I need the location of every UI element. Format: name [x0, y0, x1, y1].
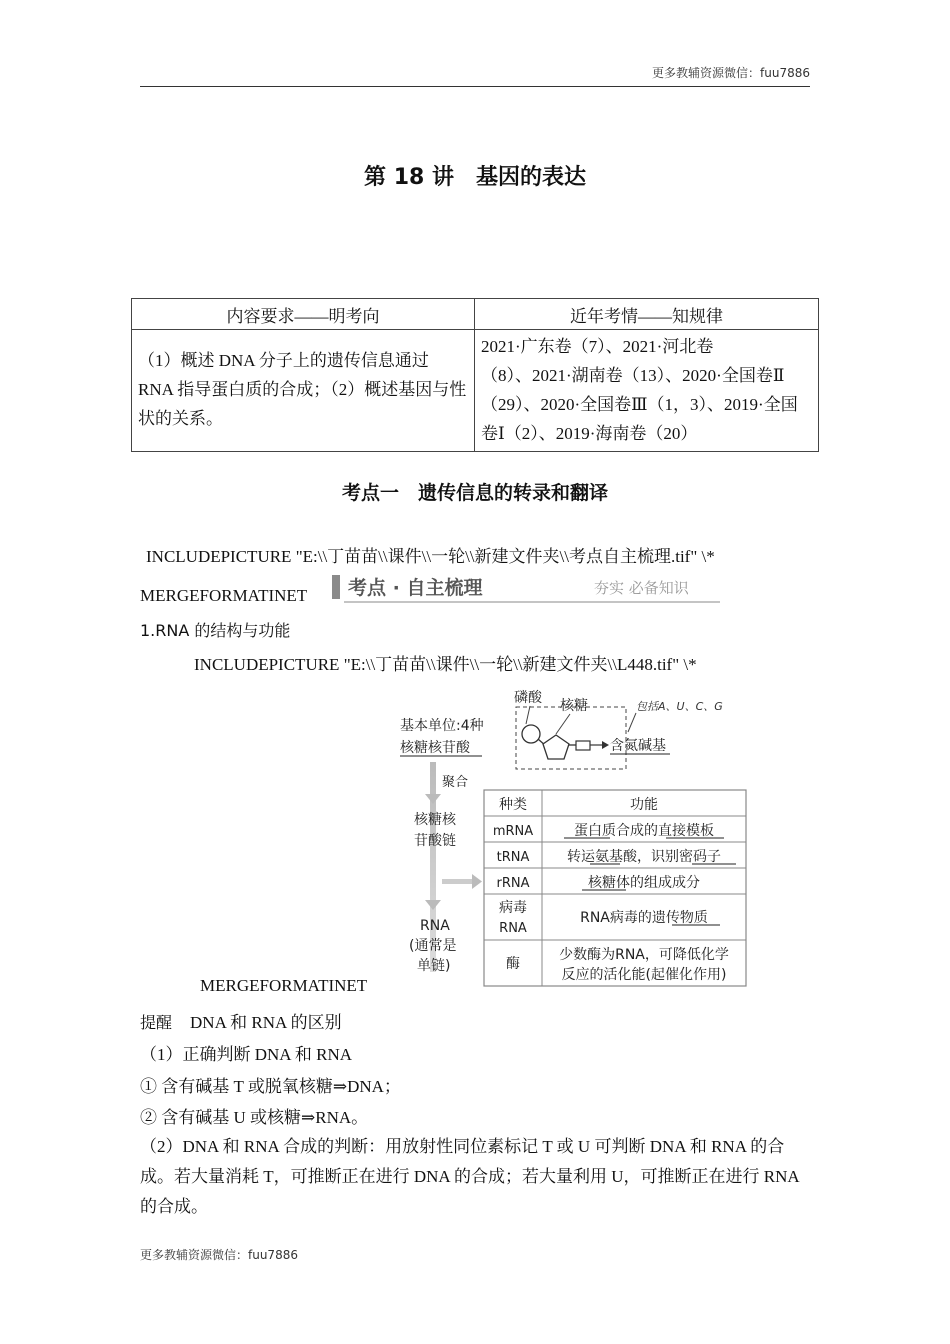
section-banner [332, 573, 720, 603]
row-func-enzyme-line2: 反应的活化能(起催化作用) [561, 967, 727, 983]
row-type-virus-line1: 病毒 [499, 900, 527, 916]
field-code-merge-1: MERGEFORMATINET [140, 586, 308, 605]
rna-structure-diagram [380, 682, 760, 992]
table-arrow-shaft [442, 879, 472, 884]
page-footer: 更多教辅资源微信：fuu7886 [140, 1248, 298, 1262]
row-func-mrna: 蛋白质合成的直接模板 [574, 823, 714, 839]
exam-line: （8）、2021·湖南卷（13）、2020·全国卷Ⅱ [481, 366, 785, 385]
content-requirements-cell: （1）概述 DNA 分子上的遗传信息通过 RNA 指导蛋白质的合成；（2）概述基因与性状的关系。 [132, 330, 475, 452]
rna-label-line2: (通常是 [409, 938, 457, 954]
banner-title: 考点 · 自主梳理 [348, 577, 483, 599]
exam-line: 2021·广东卷（7）、2021·河北卷 [481, 337, 714, 356]
page-title: 第 18 讲 基因的表达 [364, 165, 586, 190]
flow-arrow-head-1 [425, 794, 441, 804]
field-code-include-1: INCLUDEPICTURE "E:\\丁苗苗\\课件\\一轮\\新建文件夹\\考点自主梳理.tif" \* [146, 547, 715, 566]
reminder-label: 提醒 [140, 1013, 173, 1032]
exam-line: （29）、2020·全国卷Ⅲ（1，3）、2019·全国 [481, 395, 798, 414]
row-type-mrna: mRNA [492, 824, 534, 839]
section-title: 考点一 遗传信息的转录和翻译 [341, 482, 608, 504]
exam-line: 卷Ⅰ（2）、2019·海南卷（20） [481, 424, 698, 443]
ribose-pentagon [543, 735, 569, 759]
row-type-virus-line2: RNA [499, 921, 527, 936]
reminder-point-1b: ② 含有碱基 U 或核糖⇒RNA。 [140, 1108, 369, 1127]
row-func-trna: 转运氨基酸，识别密码子 [567, 849, 721, 865]
basic-unit-name: 核糖核苷酸 [400, 740, 470, 756]
table-header-content: 内容要求——明考向 [132, 299, 475, 330]
polymerize-label: 聚合 [442, 775, 469, 790]
row-type-enzyme: 酶 [506, 956, 520, 972]
table-arrow-head [472, 874, 482, 889]
exam-history-cell [475, 330, 819, 452]
row-func-virus: RNA病毒的遗传物质 [580, 910, 708, 926]
ribose-label: 核糖 [560, 698, 588, 714]
basic-unit-label: 基本单位:4种 [400, 718, 484, 734]
flow-arrow-head-2 [425, 900, 441, 910]
page-header [140, 64, 810, 87]
banner-bar [332, 575, 340, 599]
phosphate-pointer [526, 706, 530, 724]
field-code-merge-2: MERGEFORMATINET [200, 976, 368, 995]
reminder-title: DNA 和 RNA 的区别 [190, 1013, 342, 1032]
subheading: 1.RNA 的结构与功能 [140, 621, 291, 640]
rna-label-line3: 单链) [417, 958, 451, 974]
base-rect [576, 741, 590, 750]
ribose-pointer [556, 714, 570, 734]
reminder-point-2: （2）DNA 和 RNA 合成的判断：用放射性同位素标记 T 或 U 可判断 DNA 和 RNA 的合成。若大量消耗 T，可推断正在进行 DNA 的合成；若大量利用 U，可推断正在进行 RNA 的合成。 [140, 1137, 799, 1216]
banner-subtitle: 夯实 必备知识 [594, 579, 689, 597]
chain-label-line2: 苷酸链 [414, 833, 456, 849]
chain-label-line1: 核糖核 [414, 812, 456, 828]
phosphate-label: 磷酸 [514, 690, 542, 706]
banner-rule [344, 601, 720, 603]
rna-label-line1: RNA [420, 918, 450, 934]
row-func-enzyme-line1: 少数酶为RNA，可降低化学 [559, 947, 729, 963]
reminder-heading [140, 1008, 342, 1033]
table-header-exams: 近年考情——知规律 [475, 299, 819, 330]
row-type-trna: tRNA [496, 850, 530, 865]
bases-note: 包括A、U、C、G [636, 700, 723, 713]
base-label: 含氮碱基 [610, 738, 666, 754]
row-type-rrna: rRNA [496, 876, 530, 891]
row-func-rrna: 核糖体的组成成分 [588, 875, 700, 891]
phosphate-circle [522, 725, 540, 743]
header-text: 更多教辅资源微信：fuu7886 [652, 66, 810, 80]
reminder-point-1a: ① 含有碱基 T 或脱氧核糖⇒DNA； [140, 1077, 401, 1096]
bases-note-pointer [628, 713, 636, 732]
table-header-function: 功能 [630, 797, 658, 813]
requirements-table [131, 298, 819, 452]
reminder-point-1: （1）正确判断 DNA 和 RNA [140, 1045, 353, 1064]
field-code-include-2: INCLUDEPICTURE "E:\\丁苗苗\\课件\\一轮\\新建文件夹\\L448.tif" \* [194, 655, 697, 674]
base-arrow-head [602, 741, 609, 749]
table-header-type: 种类 [499, 797, 527, 813]
